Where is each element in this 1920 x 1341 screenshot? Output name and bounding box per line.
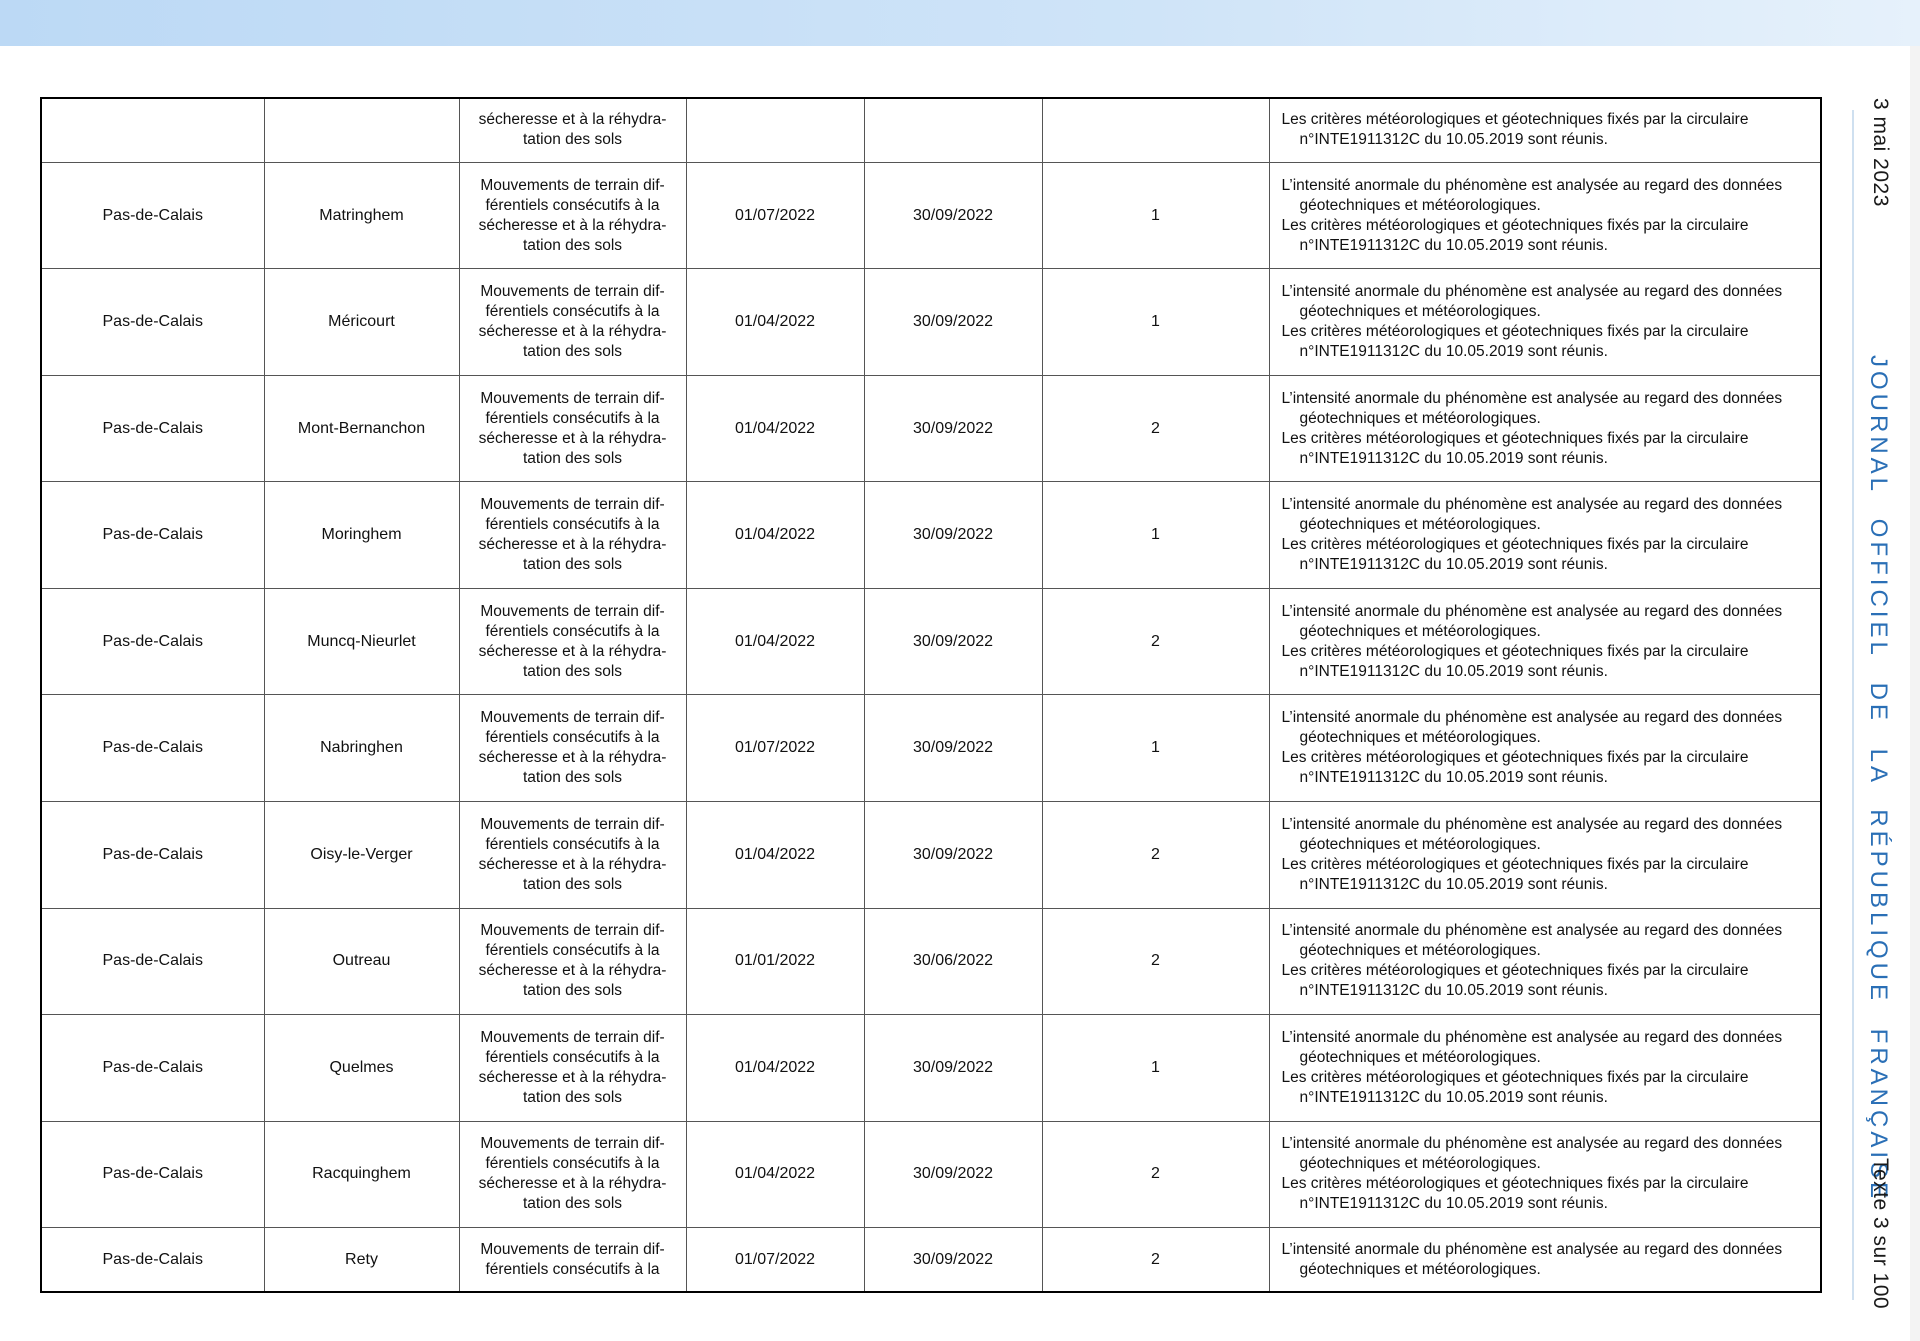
dept-cell: Pas-de-Calais	[41, 1015, 264, 1122]
count-cell: 1	[1042, 1015, 1269, 1122]
observation-cell: L’intensité anormale du phénomène est analysée au regard des données géotechniques et météorologiques. Les critères météorologiques et géotechniques fixés par la circulaire n°INTE1911312C du 10.05.2019 sont réunis.	[1269, 1121, 1821, 1228]
start-date-cell: 01/07/2022	[686, 162, 864, 269]
start-date-cell: 01/04/2022	[686, 269, 864, 376]
end-date-cell: 30/09/2022	[864, 269, 1042, 376]
end-date-cell: 30/09/2022	[864, 482, 1042, 589]
end-date-cell: 30/09/2022	[864, 802, 1042, 909]
commune-cell: Nabringhen	[264, 695, 459, 802]
commune-cell: Moringhem	[264, 482, 459, 589]
commune-cell: Matringhem	[264, 162, 459, 269]
count-cell: 1	[1042, 482, 1269, 589]
observation-cell: L’intensité anormale du phénomène est analysée au regard des données géotechniques et météorologiques. Les critères météorologiques et géotechniques fixés par la circulaire n°INTE1911312C du 10.05.2019 sont réunis.	[1269, 269, 1821, 376]
count-cell: 2	[1042, 588, 1269, 695]
phenomenon-cell: Mouvements de terrain dif- férentiels consécutifs à la sécheresse et à la réhydra- tation des sols	[459, 695, 686, 802]
table-row	[41, 588, 1821, 695]
table-row	[41, 1015, 1821, 1122]
dept-cell: Pas-de-Calais	[41, 1228, 264, 1292]
end-date-cell: 30/06/2022	[864, 908, 1042, 1015]
observation-cell: Les critères météorologiques et géotechniques fixés par la circulaire n°INTE1911312C du 10.05.2019 sont réunis.	[1269, 98, 1821, 162]
observation-cell: L’intensité anormale du phénomène est analysée au regard des données géotechniques et météorologiques. Les critères météorologiques et géotechniques fixés par la circulaire n°INTE1911312C du 10.05.2019 sont réunis.	[1269, 695, 1821, 802]
phenomenon-cell: Mouvements de terrain dif- férentiels consécutifs à la sécheresse et à la réhydra- tation des sols	[459, 482, 686, 589]
count-cell: 2	[1042, 1228, 1269, 1292]
end-date-cell: 30/09/2022	[864, 1228, 1042, 1292]
phenomenon-cell: Mouvements de terrain dif- férentiels consécutifs à la sécheresse et à la réhydra- tation des sols	[459, 162, 686, 269]
start-date-cell	[686, 98, 864, 162]
phenomenon-cell: Mouvements de terrain dif- férentiels consécutifs à la sécheresse et à la réhydra- tation des sols	[459, 1121, 686, 1228]
table-row	[41, 695, 1821, 802]
phenomenon-cell: Mouvements de terrain dif- férentiels consécutifs à la sécheresse et à la réhydra- tation des sols	[459, 588, 686, 695]
end-date-cell: 30/09/2022	[864, 375, 1042, 482]
dept-cell: Pas-de-Calais	[41, 482, 264, 589]
observation-cell: L’intensité anormale du phénomène est analysée au regard des données géotechniques et météorologiques. Les critères météorologiques et géotechniques fixés par la circulaire n°INTE1911312C du 10.05.2019 sont réunis.	[1269, 908, 1821, 1015]
table-row	[41, 1121, 1821, 1228]
phenomenon-cell: Mouvements de terrain dif- férentiels consécutifs à la sécheresse et à la réhydra- tation des sols	[459, 802, 686, 909]
dept-cell	[41, 98, 264, 162]
end-date-cell: 30/09/2022	[864, 1015, 1042, 1122]
table-row	[41, 98, 1821, 162]
count-cell: 2	[1042, 1121, 1269, 1228]
commune-cell: Racquinghem	[264, 1121, 459, 1228]
count-cell: 1	[1042, 269, 1269, 376]
start-date-cell: 01/04/2022	[686, 588, 864, 695]
start-date-cell: 01/04/2022	[686, 1121, 864, 1228]
top-banner	[0, 0, 1920, 46]
start-date-cell: 01/01/2022	[686, 908, 864, 1015]
commune-cell: Méricourt	[264, 269, 459, 376]
observation-cell: L’intensité anormale du phénomène est analysée au regard des données géotechniques et météorologiques.	[1269, 1228, 1821, 1292]
end-date-cell: 30/09/2022	[864, 695, 1042, 802]
commune-cell: Oisy-le-Verger	[264, 802, 459, 909]
dept-cell: Pas-de-Calais	[41, 269, 264, 376]
dept-cell: Pas-de-Calais	[41, 162, 264, 269]
start-date-cell: 01/04/2022	[686, 802, 864, 909]
dept-cell: Pas-de-Calais	[41, 588, 264, 695]
journal-title: JOURNAL OFFICIEL DE LA RÉPUBLIQUE FRANÇAISE	[1865, 355, 1892, 1203]
table-row	[41, 482, 1821, 589]
observation-cell: L’intensité anormale du phénomène est analysée au regard des données géotechniques et météorologiques. Les critères météorologiques et géotechniques fixés par la circulaire n°INTE1911312C du 10.05.2019 sont réunis.	[1269, 588, 1821, 695]
commune-cell: Muncq-Nieurlet	[264, 588, 459, 695]
count-cell: 2	[1042, 908, 1269, 1015]
observation-cell: L’intensité anormale du phénomène est analysée au regard des données géotechniques et météorologiques. Les critères météorologiques et géotechniques fixés par la circulaire n°INTE1911312C du 10.05.2019 sont réunis.	[1269, 1015, 1821, 1122]
dept-cell: Pas-de-Calais	[41, 908, 264, 1015]
start-date-cell: 01/04/2022	[686, 1015, 864, 1122]
table-row	[41, 375, 1821, 482]
phenomenon-cell: Mouvements de terrain dif- férentiels consécutifs à la sécheresse et à la réhydra- tation des sols	[459, 375, 686, 482]
phenomenon-cell: Mouvements de terrain dif- férentiels consécutifs à la sécheresse et à la réhydra- tation des sols	[459, 908, 686, 1015]
phenomenon-cell: Mouvements de terrain dif- férentiels consécutifs à la sécheresse et à la réhydra- tation des sols	[459, 1015, 686, 1122]
count-cell: 2	[1042, 375, 1269, 482]
sidebar-rule	[1852, 110, 1854, 1300]
count-cell: 2	[1042, 802, 1269, 909]
table-row	[41, 162, 1821, 269]
start-date-cell: 01/04/2022	[686, 375, 864, 482]
commune-cell: Mont-Bernanchon	[264, 375, 459, 482]
text-number: Texte 3 sur 100	[1869, 1158, 1892, 1310]
dept-cell: Pas-de-Calais	[41, 375, 264, 482]
end-date-cell: 30/09/2022	[864, 1121, 1042, 1228]
commune-cell: Quelmes	[264, 1015, 459, 1122]
commune-cell: Outreau	[264, 908, 459, 1015]
count-cell	[1042, 98, 1269, 162]
start-date-cell: 01/07/2022	[686, 695, 864, 802]
end-date-cell	[864, 98, 1042, 162]
start-date-cell: 01/07/2022	[686, 1228, 864, 1292]
table-row	[41, 908, 1821, 1015]
table-row	[41, 269, 1821, 376]
dept-cell: Pas-de-Calais	[41, 1121, 264, 1228]
start-date-cell: 01/04/2022	[686, 482, 864, 589]
phenomenon-cell: Mouvements de terrain dif- férentiels consécutifs à la	[459, 1228, 686, 1292]
observation-cell: L’intensité anormale du phénomène est analysée au regard des données géotechniques et météorologiques. Les critères météorologiques et géotechniques fixés par la circulaire n°INTE1911312C du 10.05.2019 sont réunis.	[1269, 802, 1821, 909]
phenomenon-cell: sécheresse et à la réhydra- tation des sols	[459, 98, 686, 162]
observation-cell: L’intensité anormale du phénomène est analysée au regard des données géotechniques et météorologiques. Les critères météorologiques et géotechniques fixés par la circulaire n°INTE1911312C du 10.05.2019 sont réunis.	[1269, 375, 1821, 482]
commune-cell	[264, 98, 459, 162]
phenomenon-cell: Mouvements de terrain dif- férentiels consécutifs à la sécheresse et à la réhydra- tation des sols	[459, 269, 686, 376]
table-row	[41, 802, 1821, 909]
count-cell: 1	[1042, 695, 1269, 802]
table-row	[41, 1228, 1821, 1292]
end-date-cell: 30/09/2022	[864, 588, 1042, 695]
dept-cell: Pas-de-Calais	[41, 695, 264, 802]
observation-cell: L’intensité anormale du phénomène est analysée au regard des données géotechniques et météorologiques. Les critères météorologiques et géotechniques fixés par la circulaire n°INTE1911312C du 10.05.2019 sont réunis.	[1269, 162, 1821, 269]
issue-date: 3 mai 2023	[1869, 98, 1892, 207]
commune-cell: Rety	[264, 1228, 459, 1292]
decree-table	[40, 97, 1822, 1293]
end-date-cell: 30/09/2022	[864, 162, 1042, 269]
count-cell: 1	[1042, 162, 1269, 269]
dept-cell: Pas-de-Calais	[41, 802, 264, 909]
observation-cell: L’intensité anormale du phénomène est analysée au regard des données géotechniques et météorologiques. Les critères météorologiques et géotechniques fixés par la circulaire n°INTE1911312C du 10.05.2019 sont réunis.	[1269, 482, 1821, 589]
